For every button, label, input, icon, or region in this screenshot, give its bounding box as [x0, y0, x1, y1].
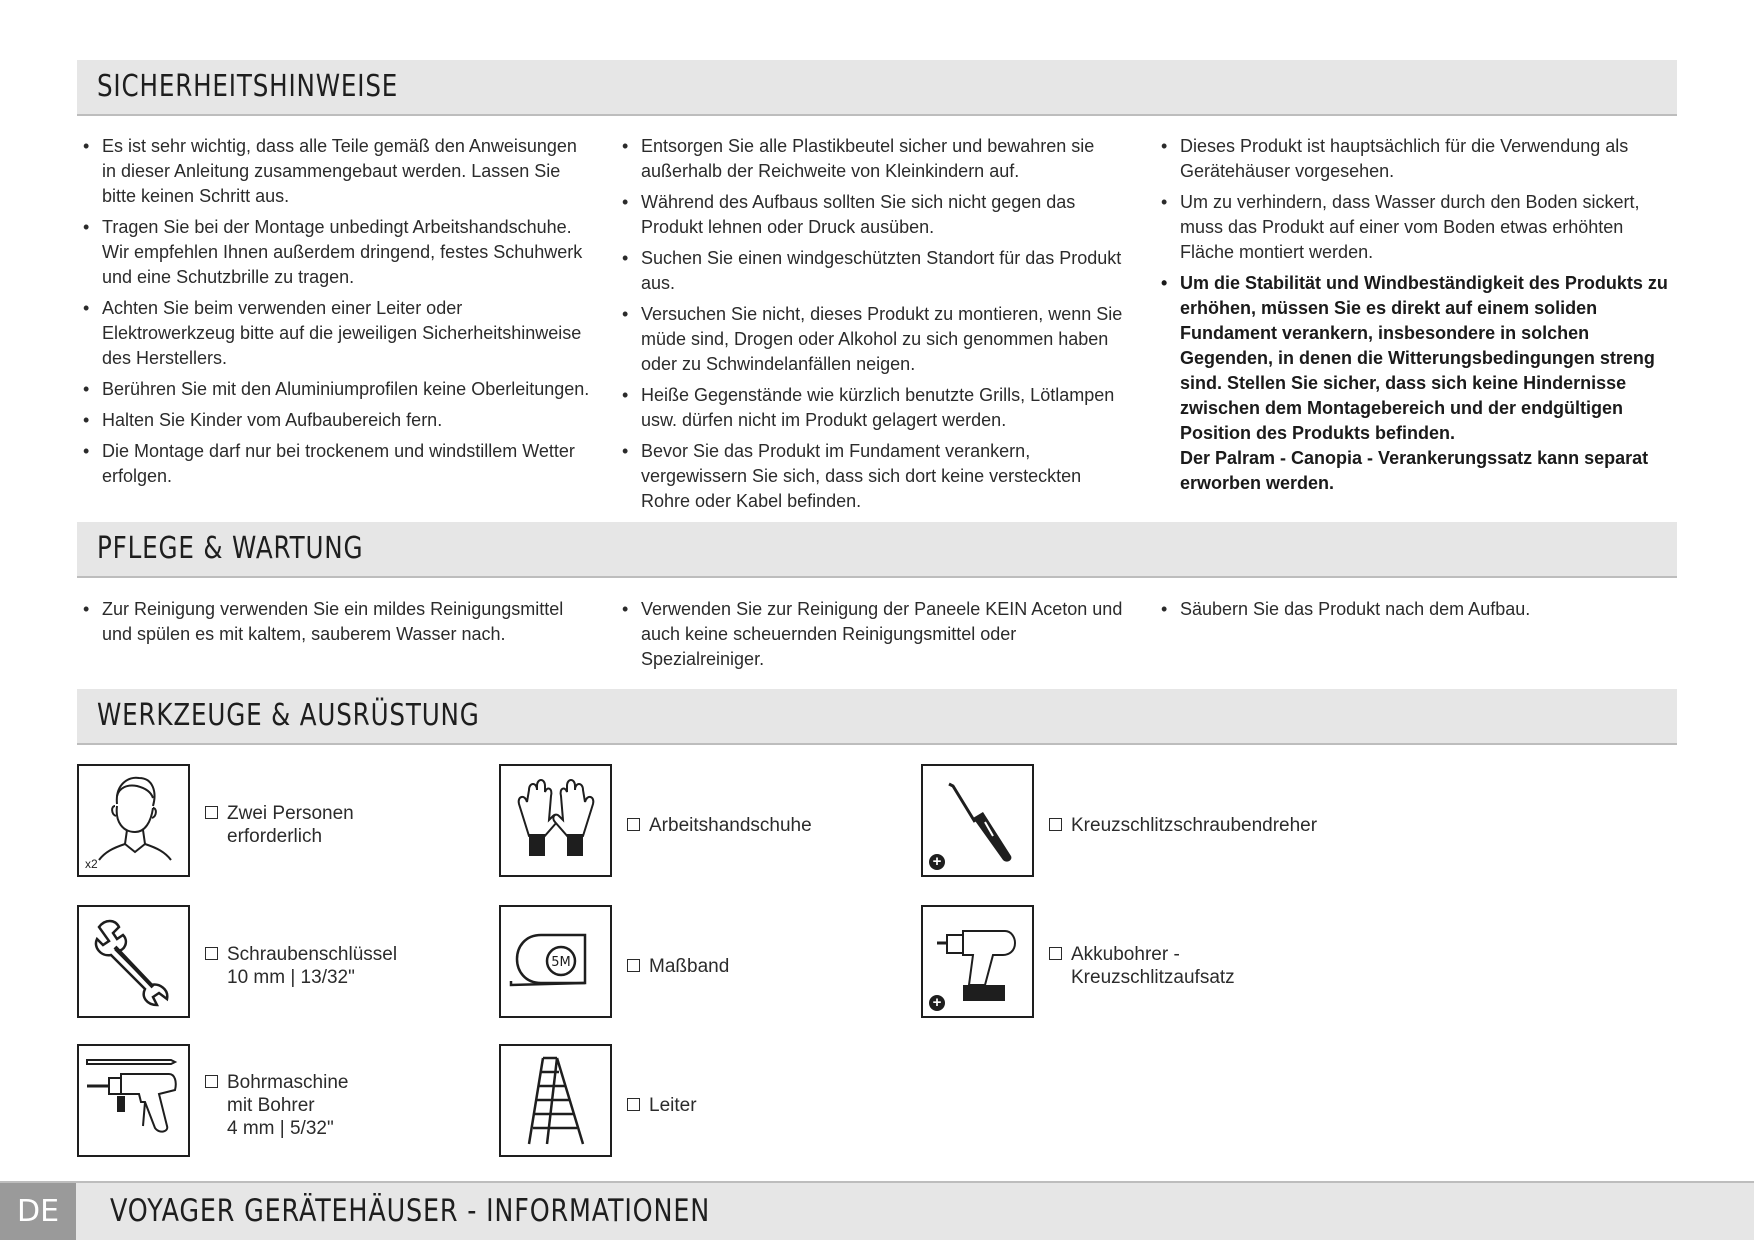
tools-section-header [77, 689, 1677, 745]
list-item: • Versuchen Sie nicht, dieses Produkt zu montieren, wenn Sie müde sind, Drogen oder Alkohol zu sich genommen haben oder zu Schwindelanfällen neigen. [619, 302, 1134, 377]
list-item: • Halten Sie Kinder vom Aufbaubereich fern. [80, 408, 595, 433]
list-item: • Um zu verhindern, dass Wasser durch den Boden sickert, muss das Produkt auf einer vom Boden etwas erhöhten Fläche montiert werden. [1158, 190, 1673, 265]
list-item: • Während des Aufbaus sollten Sie sich nicht gegen das Produkt lehnen oder Druck ausüben. [619, 190, 1134, 240]
care-list-col2 [619, 597, 1134, 678]
safety-section-header [77, 60, 1677, 116]
list-item: • Berühren Sie mit den Aluminiumprofilen keine Oberleitungen. [80, 377, 595, 402]
checkbox[interactable] [205, 947, 218, 960]
ladder-icon [501, 1046, 610, 1155]
tool-label-drill-with-bit: Bohrmaschine mit Bohrer 4 mm | 5/32" [205, 1071, 348, 1140]
checkbox[interactable] [205, 806, 218, 819]
list-item-anchoring [1158, 271, 1673, 496]
tool-drill-with-bit [77, 1044, 190, 1157]
tool-ladder [499, 1044, 612, 1157]
tool-work-gloves [499, 764, 612, 877]
wrench-icon [79, 907, 188, 1016]
list-item: • Entsorgen Sie alle Plastikbeutel sicher und bewahren sie außerhalb der Reichweite von Kleinkindern auf. [619, 134, 1134, 184]
page-footer [0, 1181, 1754, 1240]
tool-cordless-drill [921, 905, 1034, 1018]
tool-label-cordless-drill: Akkubohrer - Kreuzschlitzaufsatz [1049, 943, 1235, 989]
anchoring-note: Um die Stabilität und Windbeständigkeit des Produkts zu erhöhen, müssen Sie es direkt auf einem soliden Fundament verankern, insbesondere in solchen Gegenden, in denen die Witterungsbedingungen streng sind. Stellen Sie sicher, dass sich keine Hindernisse zwischen dem Montagebereich und der endgültigen Position des Produkts befinden. [1180, 273, 1668, 443]
checkbox[interactable] [1049, 818, 1062, 831]
list-item: • Es ist sehr wichtig, dass alle Teile gemäß den Anweisungen in dieser Anleitung zusammengebaut werden. Lassen Sie bitte keinen Schritt aus. [80, 134, 595, 209]
tool-label-phillips-screwdriver: Kreuzschlitzschraubendreher [1049, 814, 1317, 837]
tool-measuring-tape [499, 905, 612, 1018]
checkbox[interactable] [205, 1075, 218, 1088]
tool-two-persons [77, 764, 190, 877]
care-list-col3 [1158, 597, 1673, 628]
list-item: • Achten Sie beim verwenden einer Leiter oder Elektrowerkzeug bitte auf die jeweiligen Sicherheitshinweise des Herstellers. [80, 296, 595, 371]
list-item: • Bevor Sie das Produkt im Fundament verankern, vergewissern Sie sich, dass sich dort keine versteckten Rohre oder Kabel befinden. [619, 439, 1134, 514]
safety-list-col3 [1158, 134, 1673, 502]
care-title: PFLEGE & WARTUNG [97, 531, 364, 566]
safety-title: SICHERHEITSHINWEISE [97, 69, 399, 104]
plus-icon: + [929, 854, 945, 870]
anchoring-kit-note: Der Palram - Canopia - Verankerungssatz kann separat erworben werden. [1180, 448, 1649, 493]
tools-title: WERKZEUGE & AUSRÜSTUNG [97, 698, 480, 733]
tool-phillips-screwdriver [921, 764, 1034, 877]
checkbox[interactable] [627, 1098, 640, 1111]
checkbox[interactable] [627, 818, 640, 831]
safety-list-col2 [619, 134, 1134, 520]
measuring-tape-icon [501, 907, 610, 1016]
tool-label-ladder: Leiter [627, 1094, 697, 1117]
tool-wrench [77, 905, 190, 1018]
drill-with-bit-icon [79, 1046, 188, 1155]
list-item: • Suchen Sie einen windgeschützten Standort für das Produkt aus. [619, 246, 1134, 296]
care-section-header [77, 522, 1677, 578]
count-badge: x2 [85, 857, 98, 871]
safety-list-col1 [80, 134, 595, 495]
tool-label-measuring-tape: Maßband [627, 955, 729, 978]
list-item: • Tragen Sie bei der Montage unbedingt Arbeitshandschuhe. Wir empfehlen Ihnen außerdem dringend, festes Schuhwerk und eine Schutzbrille zu tragen. [80, 215, 595, 290]
work-gloves-icon [501, 766, 610, 875]
language-badge: DE [0, 1183, 76, 1240]
tool-label-work-gloves: Arbeitshandschuhe [627, 814, 812, 837]
list-item: • Säubern Sie das Produkt nach dem Aufbau. [1158, 597, 1673, 622]
care-list-col1 [80, 597, 595, 653]
list-item: • Dieses Produkt ist hauptsächlich für die Verwendung als Gerätehäuser vorgesehen. [1158, 134, 1673, 184]
checkbox[interactable] [1049, 947, 1062, 960]
checkbox[interactable] [627, 959, 640, 972]
tool-label-two-persons: Zwei Personen erforderlich [205, 802, 354, 848]
tool-label-wrench: Schraubenschlüssel 10 mm | 13/32" [205, 943, 397, 989]
list-item: • Heiße Gegenstände wie kürzlich benutzte Grills, Lötlampen usw. dürfen nicht im Produkt gelagert werden. [619, 383, 1134, 433]
list-item: • Verwenden Sie zur Reinigung der Paneele KEIN Aceton und auch keine scheuernden Reinigungsmittel oder Spezialreiniger. [619, 597, 1134, 672]
plus-icon: + [929, 995, 945, 1011]
footer-title: VOYAGER GERÄTEHÄUSER - INFORMATIONEN [110, 1193, 711, 1229]
list-item: • Die Montage darf nur bei trockenem und windstillem Wetter erfolgen. [80, 439, 595, 489]
tape-length-label: 5M [551, 955, 571, 970]
list-item: • Zur Reinigung verwenden Sie ein mildes Reinigungsmittel und spülen es mit kaltem, sauberem Wasser nach. [80, 597, 595, 647]
